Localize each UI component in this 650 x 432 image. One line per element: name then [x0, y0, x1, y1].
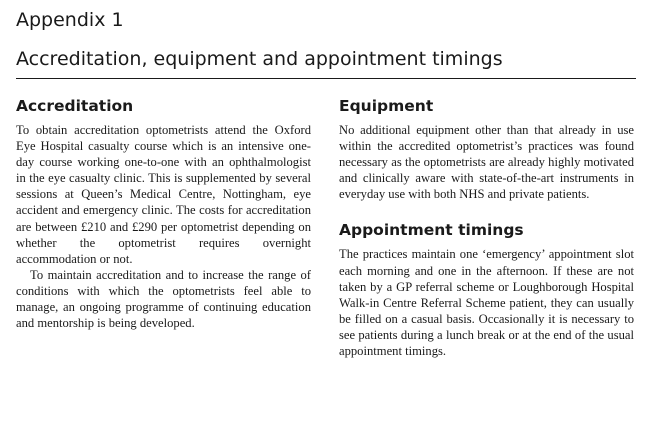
- right-column: [339, 96, 634, 359]
- section-heading-equipment: Equipment: [339, 97, 434, 115]
- equipment-paragraph: No additional equipment other than that already in use within the accredited optometrist’s practices was found necessary as the optometrists are already highly motivated and clinically aware with state-of-the-art instruments in everyday use with both NHS and private patients.: [339, 123, 634, 202]
- title-divider: [16, 78, 636, 79]
- accreditation-paragraph-2: To maintain accreditation and to increase the range of conditions with which the optometrists feel able to manage, an ongoing programme of continuing education and mentorship is being developed.: [16, 267, 311, 331]
- section-heading-accreditation: Accreditation: [16, 97, 134, 115]
- accreditation-paragraph-1: To obtain accreditation optometrists attend the Oxford Eye Hospital casualty course which is an intensive one-day course working one-to-one with an ophthalmologist in the eye casualty clinic. This is supplemented by several sessions at Queen’s Medical Centre, Nottingham, eye accident and emergency clinic. The costs for accreditation are between £210 and £290 per optometrist depending on whether the optometrist requires overnight accommodation or not.: [16, 123, 311, 266]
- section-accreditation: [16, 96, 311, 331]
- section-equipment: [339, 96, 634, 202]
- section-heading-appointment-timings: Appointment timings: [339, 221, 524, 240]
- page-title: Accreditation, equipment and appointment timings: [16, 48, 503, 70]
- left-column: [16, 96, 311, 331]
- appointment-timings-paragraph: The practices maintain one ‘emergency’ appointment slot each morning and one in the afternoon. If these are not taken by a GP referral scheme or Loughborough Hospital Walk-in Centre Referral Scheme patient, they can usually be filled on a casual basis. Occasionally it is necessary to see patients during a lunch break or at the end of the usual appointment timings.: [339, 247, 634, 359]
- section-appointment-timings: [339, 220, 634, 359]
- appendix-label: Appendix 1: [16, 9, 124, 31]
